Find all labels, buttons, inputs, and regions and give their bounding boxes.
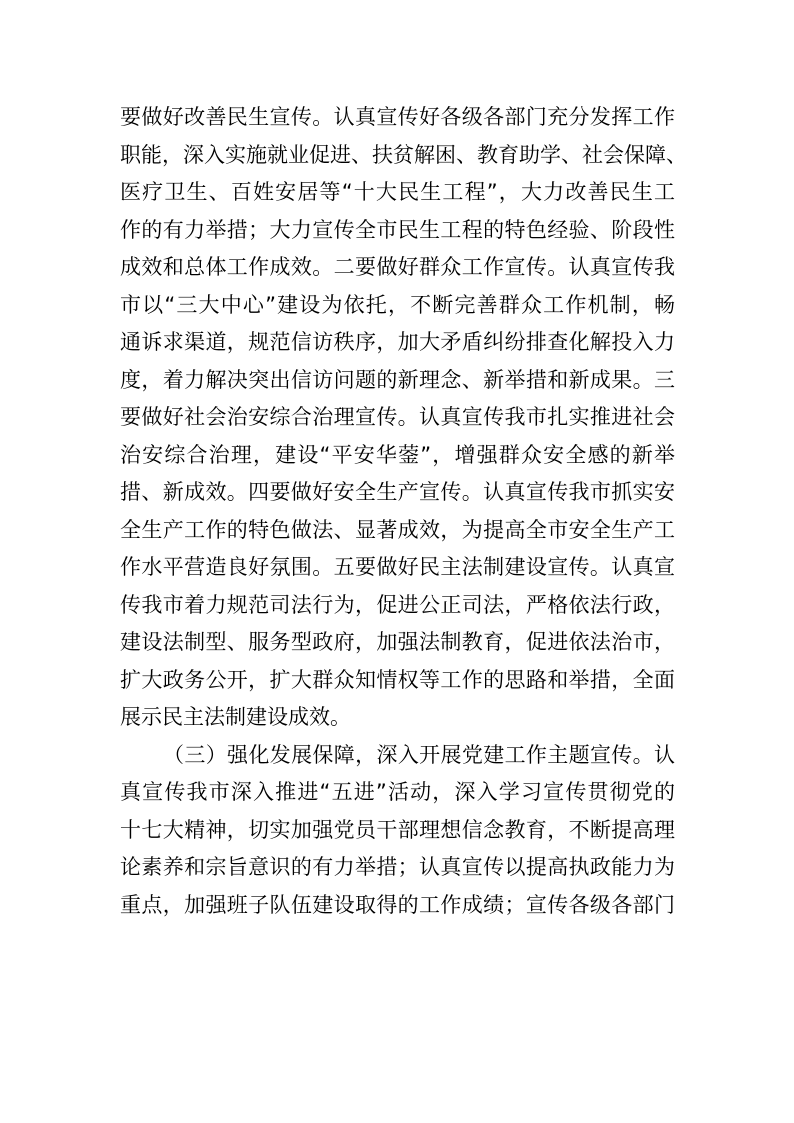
text-line: 成效和总体工作成效。二要做好群众工作宣传。认真宣传我 bbox=[120, 255, 675, 279]
text-line: 作水平营造良好氛围。五要做好民主法制建设宣传。认真宣 bbox=[120, 555, 675, 579]
section-heading-line: （三）强化发展保障，深入开展党建工作主题宣传。认 bbox=[163, 742, 675, 767]
text-line: 真宣传我市深入推进“五进”活动，深入学习宣传贯彻党的 bbox=[120, 780, 675, 804]
text-line: 度，着力解决突出信访问题的新理念、新举措和新成果。三 bbox=[120, 367, 675, 392]
paragraph-party-building-publicity bbox=[120, 737, 675, 925]
text-line: 市以“三大中心”建设为依托，不断完善群众工作机制，畅 bbox=[120, 292, 675, 317]
text-line: 要做好社会治安综合治理宣传。认真宣传我市扎实推进社会 bbox=[120, 405, 675, 429]
text-line: 重点，加强班子队伍建设取得的工作成绩；宣传各级各部门 bbox=[120, 892, 675, 917]
paragraph-livelihood-publicity bbox=[120, 99, 687, 737]
text-line: 论素养和宗旨意识的有力举措；认真宣传以提高执政能力为 bbox=[120, 855, 675, 879]
text-line: 建设法制型、服务型政府，加强法制教育，促进依法治市， bbox=[120, 630, 675, 654]
text-line: 措、新成效。四要做好安全生产宣传。认真宣传我市抓实安 bbox=[120, 480, 675, 504]
text-line: 展示民主法制建设成效。 bbox=[120, 705, 351, 729]
text-line: 医疗卫生、百姓安居等“十大民生工程”，大力改善民生工 bbox=[120, 180, 675, 204]
text-line: 作的有力举措；大力宣传全市民生工程的特色经验、阶段性 bbox=[120, 217, 675, 242]
text-line: 通诉求渠道，规范信访秩序，加大矛盾纠纷排查化解投入力 bbox=[120, 330, 675, 354]
text-line: 全生产工作的特色做法、显著成效，为提高全市安全生产工 bbox=[120, 517, 675, 542]
document-body bbox=[120, 99, 687, 924]
text-line: 职能，深入实施就业促进、扶贫解困、教育助学、社会保障、 bbox=[120, 142, 687, 167]
text-line: 传我市着力规范司法行为，促进公正司法，严格依法行政， bbox=[120, 592, 675, 617]
text-line: 要做好改善民生宣传。认真宣传好各级各部门充分发挥工作 bbox=[120, 105, 675, 129]
text-line: 十七大精神，切实加强党员干部理想信念教育，不断提高理 bbox=[120, 817, 675, 842]
text-line: 扩大政务公开，扩大群众知情权等工作的思路和举措，全面 bbox=[120, 667, 675, 692]
text-line: 治安综合治理，建设“平安华蓥”，增强群众安全感的新举 bbox=[120, 442, 675, 467]
